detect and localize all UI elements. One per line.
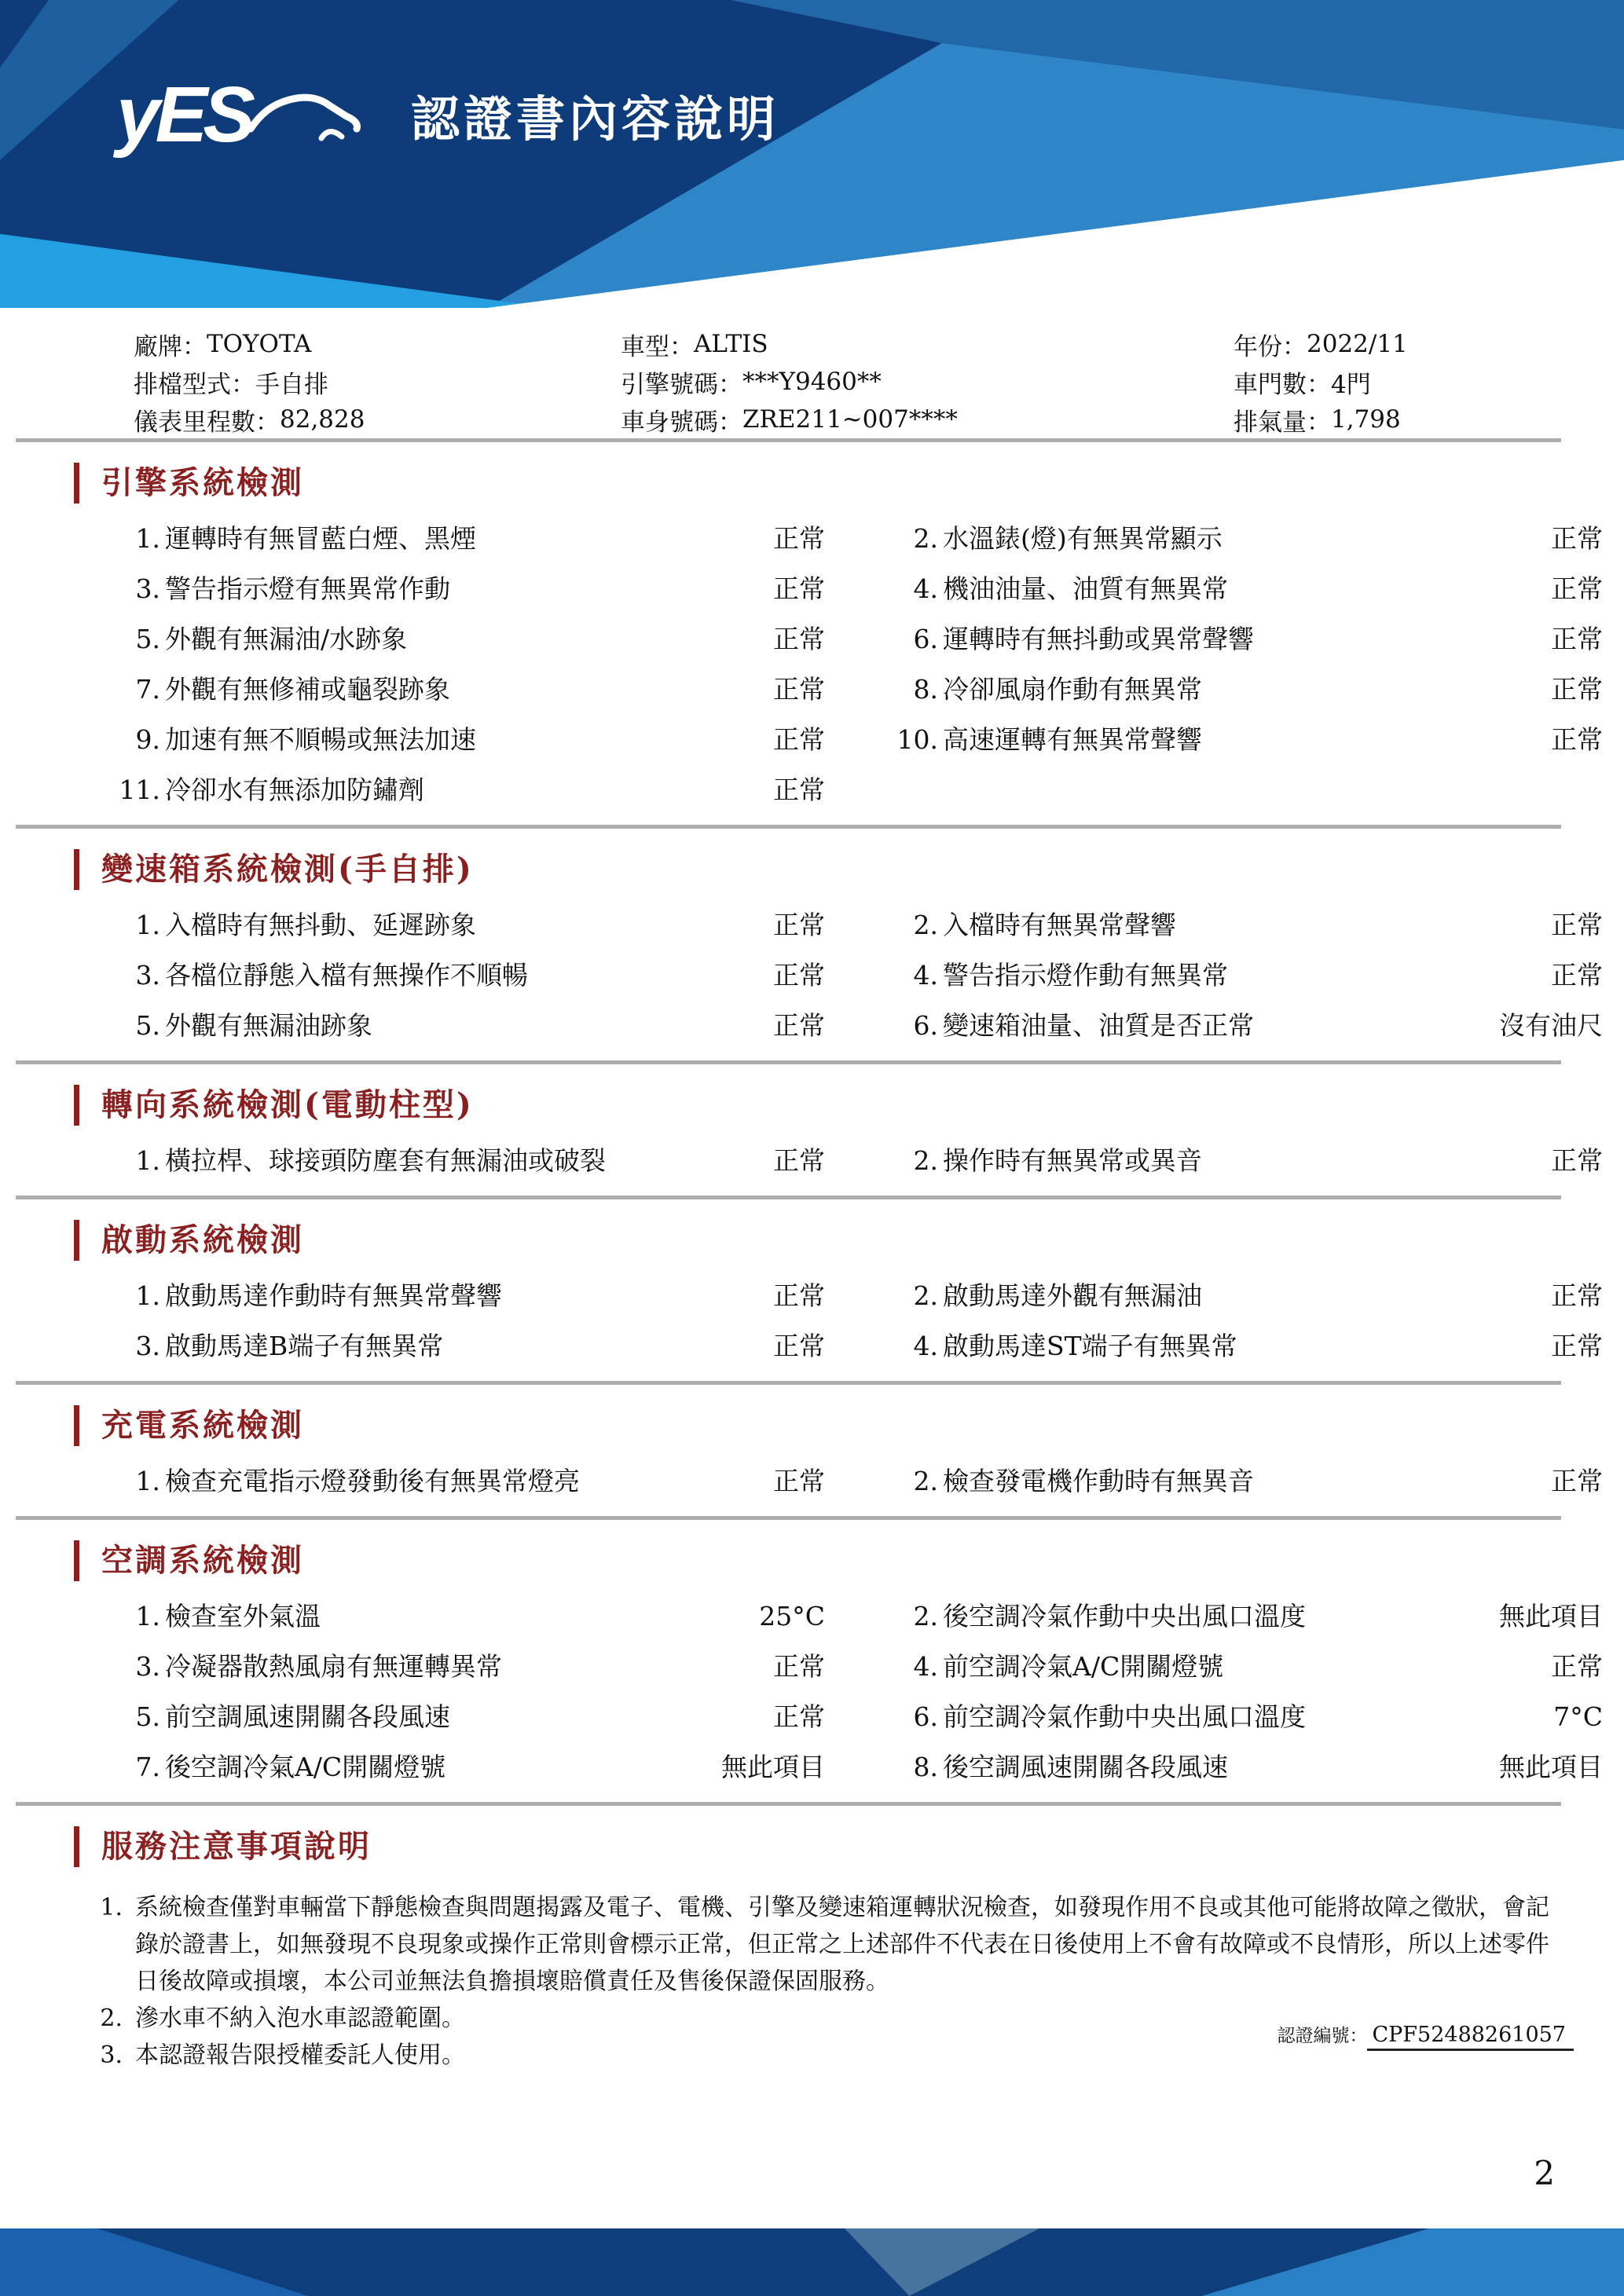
info-label: 廠牌： xyxy=(134,332,207,361)
item-label: 後空調風速開關各段風速 xyxy=(943,1752,1228,1782)
item-value: 正常 xyxy=(1551,724,1603,755)
item-value: 正常 xyxy=(773,624,825,654)
section-notes xyxy=(0,1802,1624,2074)
section-engine xyxy=(0,438,1624,804)
certificate-label: 認證編號： xyxy=(1277,2026,1368,2046)
item-number: 4. xyxy=(913,573,938,604)
check-item xyxy=(110,1333,825,1360)
item-value: 正常 xyxy=(773,674,825,705)
info-value: 1,798 xyxy=(1331,405,1401,434)
section-steering xyxy=(0,1060,1624,1174)
item-value: 正常 xyxy=(1551,624,1603,654)
item-label: 啟動馬達B端子有無異常 xyxy=(165,1331,444,1361)
note-number: 2. xyxy=(100,2005,123,2032)
check-item xyxy=(888,1280,1603,1311)
item-label: 前空調冷氣作動中央出風口溫度 xyxy=(943,1701,1306,1732)
check-item xyxy=(888,676,1603,703)
item-number: 4. xyxy=(913,1651,938,1682)
check-item xyxy=(888,1653,1603,1680)
item-number: 2. xyxy=(913,910,938,940)
item-label: 各檔位靜態入檔有無操作不順暢 xyxy=(165,960,528,991)
item-label: 檢查發電機作動時有無異音 xyxy=(943,1466,1254,1496)
vehicle-info-item xyxy=(1234,401,1600,438)
item-number: 5. xyxy=(135,1010,160,1041)
check-item xyxy=(110,774,825,805)
note-number: 1. xyxy=(100,1894,123,1921)
check-item xyxy=(888,626,1603,653)
vehicle-info-item xyxy=(621,401,1234,438)
page-footer xyxy=(0,2228,1624,2296)
check-item xyxy=(110,962,825,989)
item-label: 冷卻水有無添加防鏽劑 xyxy=(165,774,424,805)
item-value: 正常 xyxy=(773,774,825,805)
item-label: 檢查充電指示燈發動後有無異常燈亮 xyxy=(165,1466,580,1496)
section-title: 轉向系統檢測(電動柱型) xyxy=(74,1085,474,1126)
check-item xyxy=(110,1468,825,1495)
item-label: 前空調風速開關各段風速 xyxy=(165,1701,450,1732)
inspection-sections xyxy=(0,438,1624,2074)
item-label: 警告指示燈有無異常作動 xyxy=(165,573,450,604)
vehicle-info-grid xyxy=(0,308,1624,438)
item-value: 正常 xyxy=(773,1280,825,1311)
item-label: 啟動馬達外觀有無漏油 xyxy=(943,1280,1202,1311)
info-label: 車型： xyxy=(621,332,694,361)
item-value: 正常 xyxy=(773,1701,825,1732)
item-value: 正常 xyxy=(773,1466,825,1496)
info-label: 排檔型式： xyxy=(134,370,255,399)
check-item-grid xyxy=(110,1280,1603,1361)
item-label: 外觀有無漏油/水跡象 xyxy=(165,624,408,654)
note-item xyxy=(79,1889,1577,2000)
check-item xyxy=(888,1010,1603,1041)
item-number: 11. xyxy=(119,774,160,805)
item-value: 正常 xyxy=(1551,1651,1603,1682)
check-item xyxy=(888,1701,1603,1732)
info-label: 車身號碼： xyxy=(621,408,742,437)
item-value: 無此項目 xyxy=(721,1752,825,1782)
section-divider xyxy=(16,1196,1561,1199)
info-value: 手自排 xyxy=(255,370,328,399)
item-label: 冷卻風扇作動有無異常 xyxy=(943,674,1202,705)
note-text: 滲水車不納入泡水車認證範圍。 xyxy=(135,2005,465,2032)
section-title: 引擎系統檢測 xyxy=(74,463,304,504)
item-number: 1. xyxy=(135,1145,160,1176)
check-item xyxy=(110,1653,825,1680)
item-value: 25°C xyxy=(759,1601,825,1631)
item-number: 5. xyxy=(135,624,160,654)
section-charging xyxy=(0,1381,1624,1495)
info-value: ***Y9460** xyxy=(742,368,882,396)
certificate-number xyxy=(1277,2021,1574,2047)
yes-logo-text: yES xyxy=(116,71,251,159)
section-divider xyxy=(16,1516,1561,1520)
section-title: 充電系統檢測 xyxy=(74,1405,304,1446)
item-number: 6. xyxy=(913,624,938,654)
item-value: 沒有油尺 xyxy=(1499,1010,1603,1041)
item-label: 變速箱油量、油質是否正常 xyxy=(943,1010,1254,1041)
item-value: 正常 xyxy=(1551,674,1603,705)
check-item-grid xyxy=(110,912,1603,1039)
item-label: 入檔時有無抖動、延遲跡象 xyxy=(165,910,476,940)
item-label: 水溫錶(燈)有無異常顯示 xyxy=(943,523,1223,554)
item-number: 6. xyxy=(913,1010,938,1041)
item-number: 8. xyxy=(913,1752,938,1782)
item-number: 2. xyxy=(913,1145,938,1176)
certificate-value: CPF52488261057 xyxy=(1367,2023,1574,2051)
info-label: 儀表里程數： xyxy=(134,408,280,437)
check-item xyxy=(888,1145,1603,1176)
check-item xyxy=(888,525,1603,552)
check-item xyxy=(110,1754,825,1781)
check-item xyxy=(888,912,1603,939)
section-ac xyxy=(0,1516,1624,1781)
check-item-grid xyxy=(110,1468,1603,1495)
note-text: 本認證報告限授權委託人使用。 xyxy=(135,2041,465,2069)
item-number: 7. xyxy=(135,1752,160,1782)
item-number: 8. xyxy=(913,674,938,705)
item-number: 2. xyxy=(913,1601,938,1631)
item-label: 外觀有無修補或龜裂跡象 xyxy=(165,674,450,705)
item-number: 1. xyxy=(135,910,160,940)
item-value: 正常 xyxy=(773,960,825,991)
item-label: 加速有無不順暢或無法加速 xyxy=(165,724,476,755)
check-item xyxy=(110,525,825,552)
item-number: 2. xyxy=(913,1280,938,1311)
item-number: 9. xyxy=(135,724,160,755)
item-number: 3. xyxy=(135,1331,160,1361)
item-number: 5. xyxy=(135,1701,160,1732)
item-label: 冷凝器散熱風扇有無運轉異常 xyxy=(165,1651,502,1682)
item-number: 10. xyxy=(896,724,938,755)
section-divider xyxy=(16,438,1561,442)
car-outline-icon xyxy=(246,80,364,151)
section-starter xyxy=(0,1196,1624,1360)
vehicle-info-item xyxy=(621,363,1234,401)
check-item xyxy=(888,962,1603,989)
vehicle-info-item xyxy=(1234,363,1600,401)
item-value: 正常 xyxy=(773,910,825,940)
check-item xyxy=(110,1603,825,1630)
item-number: 1. xyxy=(135,1466,160,1496)
item-value: 正常 xyxy=(773,724,825,755)
vehicle-info-item xyxy=(134,401,621,438)
info-value: TOYOTA xyxy=(207,330,312,358)
item-value: 正常 xyxy=(1551,573,1603,604)
info-label: 排氣量： xyxy=(1234,408,1331,437)
item-number: 1. xyxy=(135,1601,160,1631)
item-value: 正常 xyxy=(773,523,825,554)
item-value: 正常 xyxy=(1551,1331,1603,1361)
section-divider xyxy=(16,825,1561,829)
item-label: 後空調冷氣A/C開關燈號 xyxy=(165,1752,446,1782)
section-title: 空調系統檢測 xyxy=(74,1540,304,1581)
check-item xyxy=(110,1701,825,1732)
check-item xyxy=(110,1145,825,1176)
check-item-grid xyxy=(110,525,1603,804)
section-title: 啟動系統檢測 xyxy=(74,1220,304,1261)
item-number: 7. xyxy=(135,674,160,705)
check-item xyxy=(888,1603,1603,1630)
section-divider xyxy=(16,1802,1561,1806)
check-item xyxy=(110,724,825,755)
info-value: ALTIS xyxy=(694,330,768,358)
item-value: 正常 xyxy=(773,1010,825,1041)
check-item xyxy=(888,1754,1603,1781)
vehicle-info-item xyxy=(134,363,621,401)
vehicle-info-item xyxy=(1234,325,1600,363)
note-number: 3. xyxy=(100,2041,123,2069)
item-label: 外觀有無漏油跡象 xyxy=(165,1010,372,1041)
check-item xyxy=(888,573,1603,604)
item-value: 正常 xyxy=(1551,960,1603,991)
page-number: 2 xyxy=(1534,2154,1555,2192)
item-value: 無此項目 xyxy=(1499,1752,1603,1782)
item-label: 警告指示燈作動有無異常 xyxy=(943,960,1228,991)
info-value: ZRE211~007**** xyxy=(742,405,958,434)
section-title: 服務注意事項說明 xyxy=(74,1826,372,1867)
check-item xyxy=(888,1468,1603,1495)
section-title: 變速箱系統檢測(手自排) xyxy=(74,849,474,890)
item-number: 2. xyxy=(913,1466,938,1496)
info-label: 引擎號碼： xyxy=(621,370,742,399)
info-label: 年份： xyxy=(1234,332,1307,361)
item-number: 3. xyxy=(135,960,160,991)
yes-logo xyxy=(116,71,364,159)
item-label: 後空調冷氣作動中央出風口溫度 xyxy=(943,1601,1306,1631)
info-value: 82,828 xyxy=(280,405,365,434)
item-number: 6. xyxy=(913,1701,938,1732)
section-transmission xyxy=(0,825,1624,1039)
item-number: 4. xyxy=(913,1331,938,1361)
item-label: 運轉時有無抖動或異常聲響 xyxy=(943,624,1254,654)
check-item xyxy=(888,724,1603,755)
brand-block xyxy=(116,71,780,159)
info-value: 2022/11 xyxy=(1307,330,1408,358)
item-number: 2. xyxy=(913,523,938,554)
vehicle-info-item xyxy=(134,325,621,363)
section-divider xyxy=(16,1060,1561,1064)
item-label: 檢查室外氣溫 xyxy=(165,1601,321,1631)
item-label: 入檔時有無異常聲響 xyxy=(943,910,1176,940)
note-text: 系統檢查僅對車輛當下靜態檢查與問題揭露及電子、電機、引擎及變速箱運轉狀況檢查，如發現作用不良或其他可能將故障之徵狀，會記錄於證書上，如無發現不良現象或操作正常則會標示正常，但正常之上述部件不代表在日後使用上不會有故障或不良情形，所以上述零件日後故障或損壞，本公司並無法負擔損壞賠償責任及售後保證保固服務。 xyxy=(135,1894,1549,1995)
check-item xyxy=(110,1010,825,1041)
item-value: 正常 xyxy=(1551,910,1603,940)
item-value: 正常 xyxy=(1551,1466,1603,1496)
item-number: 3. xyxy=(135,1651,160,1682)
item-number: 1. xyxy=(135,523,160,554)
item-number: 4. xyxy=(913,960,938,991)
check-item xyxy=(110,573,825,604)
check-item xyxy=(110,912,825,939)
item-number: 1. xyxy=(135,1280,160,1311)
item-value: 正常 xyxy=(1551,1280,1603,1311)
check-item-grid xyxy=(110,1603,1603,1781)
item-value: 無此項目 xyxy=(1499,1601,1603,1631)
item-label: 啟動馬達ST端子有無異常 xyxy=(943,1331,1237,1361)
page-header xyxy=(0,0,1624,308)
item-value: 正常 xyxy=(1551,523,1603,554)
item-value: 正常 xyxy=(773,1331,825,1361)
item-label: 運轉時有無冒藍白煙、黑煙 xyxy=(165,523,476,554)
info-label: 車門數： xyxy=(1234,370,1331,399)
item-value: 正常 xyxy=(773,1145,825,1176)
item-value: 正常 xyxy=(773,1651,825,1682)
check-item xyxy=(110,1280,825,1311)
item-label: 高速運轉有無異常聲響 xyxy=(943,724,1202,755)
item-label: 啟動馬達作動時有無異常聲響 xyxy=(165,1280,502,1311)
item-label: 機油油量、油質有無異常 xyxy=(943,573,1228,604)
item-number: 3. xyxy=(135,573,160,604)
item-value: 正常 xyxy=(773,573,825,604)
item-value: 7°C xyxy=(1553,1701,1603,1732)
page-title: 認證書內容說明 xyxy=(411,92,780,147)
info-value: 4門 xyxy=(1331,370,1371,399)
item-label: 前空調冷氣A/C開關燈號 xyxy=(943,1651,1224,1682)
item-label: 橫拉桿、球接頭防塵套有無漏油或破裂 xyxy=(165,1145,606,1176)
check-item xyxy=(110,626,825,653)
vehicle-info xyxy=(0,308,1624,438)
item-value: 正常 xyxy=(1551,1145,1603,1176)
check-item-grid xyxy=(110,1145,1603,1176)
vehicle-info-item xyxy=(621,325,1234,363)
section-divider xyxy=(16,1381,1561,1385)
item-label: 操作時有無異常或異音 xyxy=(943,1145,1202,1176)
check-item xyxy=(888,1333,1603,1360)
check-item xyxy=(110,676,825,703)
